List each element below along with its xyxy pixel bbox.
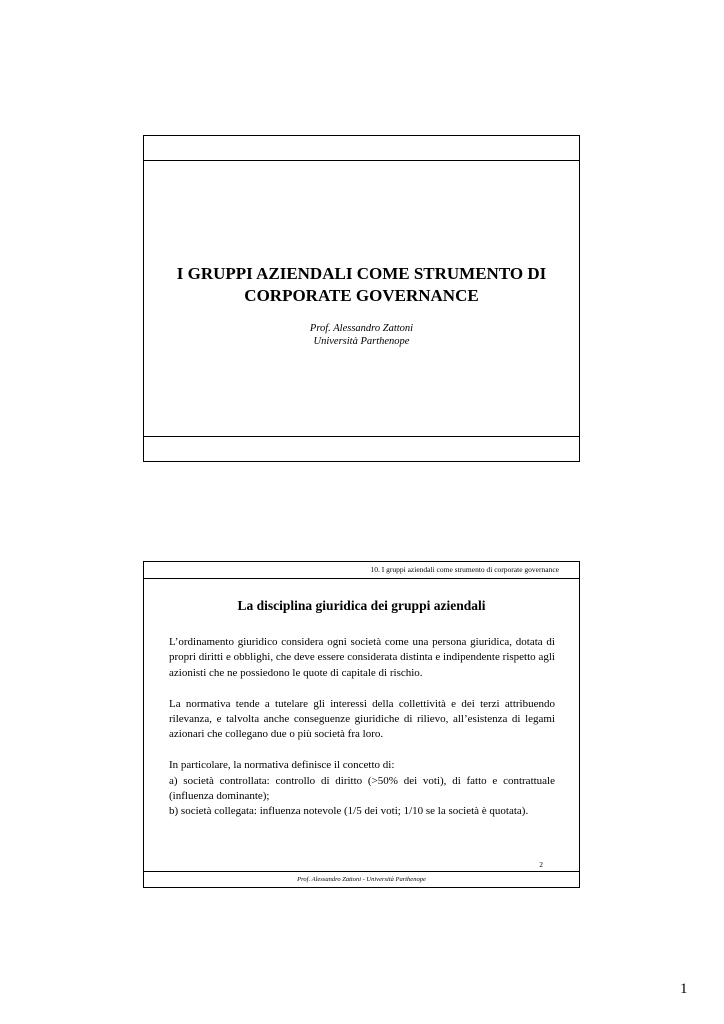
slide-1-bottom-rule [144, 436, 579, 437]
slide-2 [143, 561, 580, 888]
slide-2-list-item-b: b) società collegata: influenza notevole (1/5 dei voti; 1/10 se la società è quotata). [169, 805, 529, 818]
slide-1-top-rule [144, 160, 579, 161]
slide-2-top-rule [144, 578, 579, 579]
slide-2-bottom-rule [144, 871, 579, 872]
slide-1-title-line-1: I GRUPPI AZIENDALI COME STRUMENTO DI [176, 264, 547, 283]
slide-2-body [169, 635, 555, 820]
slide-2-paragraph-3-intro: In particolare, la normativa definisce il concetto di: [169, 759, 395, 772]
slide-2-paragraph-1: L’ordinamento giuridico considera ogni società come una persona giuridica, dotata di propri diritti e obblighi, che deve essere considerata distinta e indipendente rispetto agli azionisti che ne possiedono le quote di capitale di rischio. [169, 636, 555, 679]
slide-2-header: 10. I gruppi aziendali come strumento di corporate governance [370, 565, 559, 574]
slide-2-title: La disciplina giuridica dei gruppi aziendali [237, 598, 486, 613]
slide-1-affiliation: Università Parthenope [313, 336, 410, 347]
sheet-page-number: 1 [680, 981, 688, 997]
slide-2-list-item-a: a) società controllata: controllo di diritto (>50% dei voti), di fatto e contrattuale (influenza dominante); [169, 774, 555, 803]
slide-1-title [154, 263, 569, 307]
slide-2-paragraph-3 [169, 758, 555, 820]
slide-1 [143, 135, 580, 462]
slide-1-author: Prof. Alessandro Zattoni [309, 323, 414, 334]
slide-2-footer: Prof. Alessandro Zattoni - Università Parthenope [297, 876, 426, 883]
slide-1-author-block [144, 322, 579, 348]
slide-2-paragraph-2: La normativa tende a tutelare gli interessi della collettività e dei terzi attribuendo rilevanza, e talvolta anche conseguenze giuridiche di rilievo, all’esistenza di legami azionari che collegano due o più società fra loro. [169, 697, 555, 741]
slide-2-page-number: 2 [539, 860, 543, 869]
slide-1-title-line-2: CORPORATE GOVERNANCE [244, 286, 479, 305]
